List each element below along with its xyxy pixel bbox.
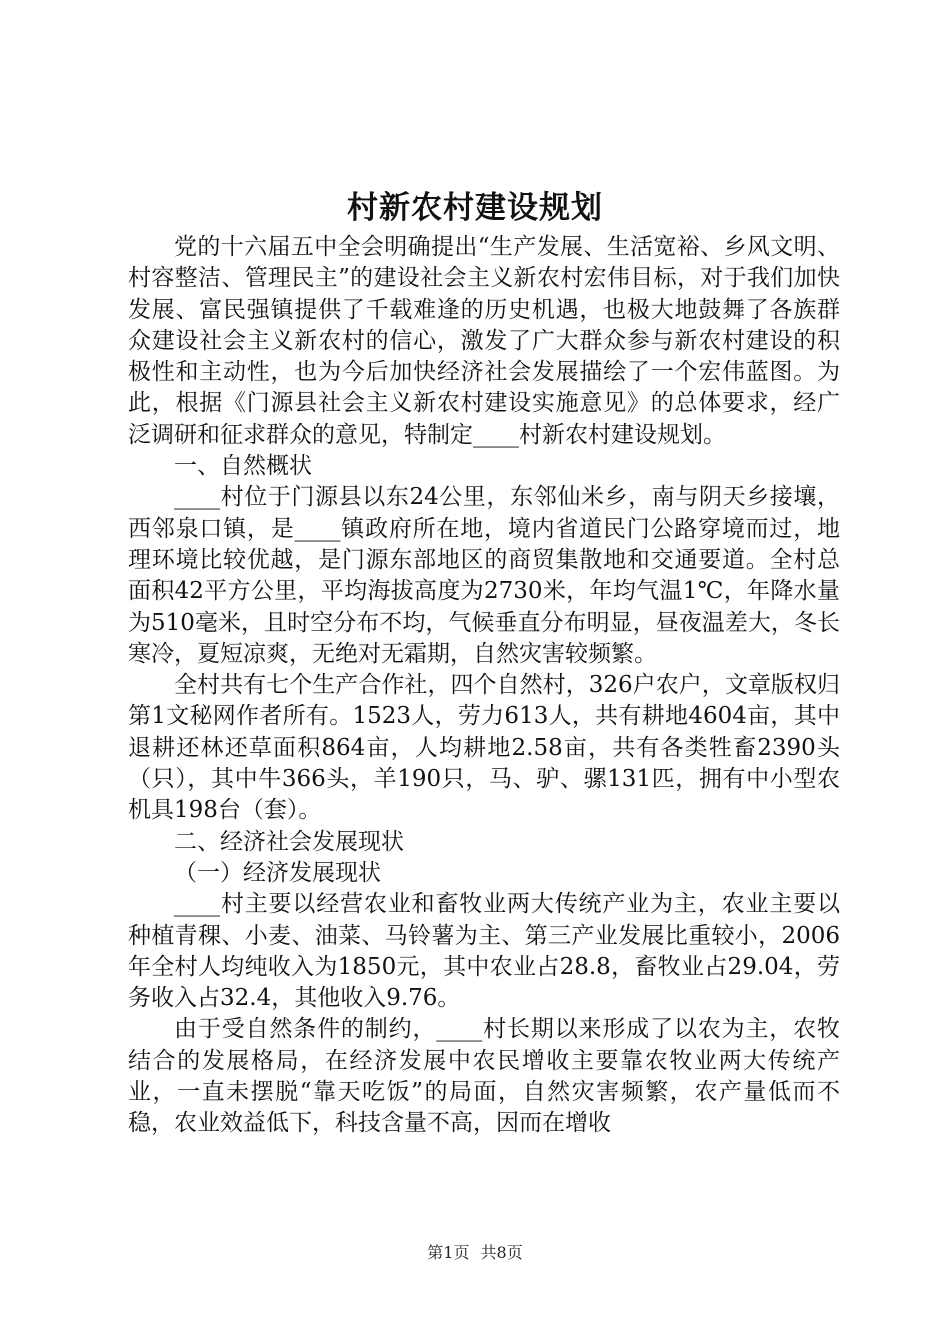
document-title: 村新农村建设规划 [347, 190, 603, 226]
paragraph-population: 全村共有七个生产合作社，四个自然村，326户农户，文章版权归第1文秘网作者所有。1523人，劳力613人，共有耕地4604亩，其中退耕还林还草面积864亩，人均耕地2.58亩，共有各类牲畜2390头（只），其中牛366头，羊190只，马、驴、骡131匹，拥有中小型农机具198台（套）。 [128, 672, 840, 824]
page-footer [0, 1242, 950, 1264]
paragraph-intro: 党的十六届五中全会明确提出“生产发展、生活宽裕、乡风文明、村容整洁、管理民主”的建设社会主义新农村宏伟目标，对于我们加快发展、富民强镇提供了千载难逢的历史机遇，也极大地鼓舞了各族群众建设社会主义新农村的信心，激发了广大群众参与新农村建设的积极性和主动性，也为今后加快经济社会发展描绘了一个宏伟蓝图。为此，根据《门源县社会主义新农村建设实施意见》的总体要求，经广泛调研和征求群众的意见，特制定____村新农村建设规划。 [128, 234, 840, 448]
paragraph-constraints: 由于受自然条件的制约，____村长期以来形成了以农为主，农牧结合的发展格局，在经济发展中农民增收主要靠农牧业两大传统产业，一直未摆脱“靠天吃饭”的局面，自然灾害频繁，农产量低而不稳，农业效益低下，科技含量不高，因而在增收 [128, 1016, 840, 1137]
paragraph-location: ____村位于门源县以东24公里，东邻仙米乡，南与阴天乡接壤，西邻泉口镇，是____镇政府所在地，境内省道民门公路穿境而过，地理环境比较优越，是门源东部地区的商贸集散地和交通要道。全村总面积42平方公里，平均海拔高度为2730米，年均气温1℃，年降水量为510毫米，且时空分布不均，气候垂直分布明显，昼夜温差大，冬长寒冷，夏短凉爽，无绝对无霜期，自然灾害较频繁。 [128, 484, 840, 667]
section-heading-natural: 一、自然概状 [174, 453, 312, 480]
page-number: 第1页 [427, 1243, 470, 1262]
document-body [128, 232, 840, 1140]
paragraph-industry: ____村主要以经营农业和畜牧业两大传统产业为主，农业主要以种植青稞、小麦、油菜、马铃薯为主、第三产业发展比重较小，2006年全村人均纯收入为1850元，其中农业占28.8，畜牧业占29.04，劳务收入占32.4，其他收入9.76。 [128, 891, 840, 1012]
page-total: 共8页 [480, 1243, 523, 1262]
section-heading-economy: 二、经济社会发展现状 [174, 828, 404, 855]
subsection-heading-economy-status: （一）经济发展现状 [174, 859, 381, 886]
